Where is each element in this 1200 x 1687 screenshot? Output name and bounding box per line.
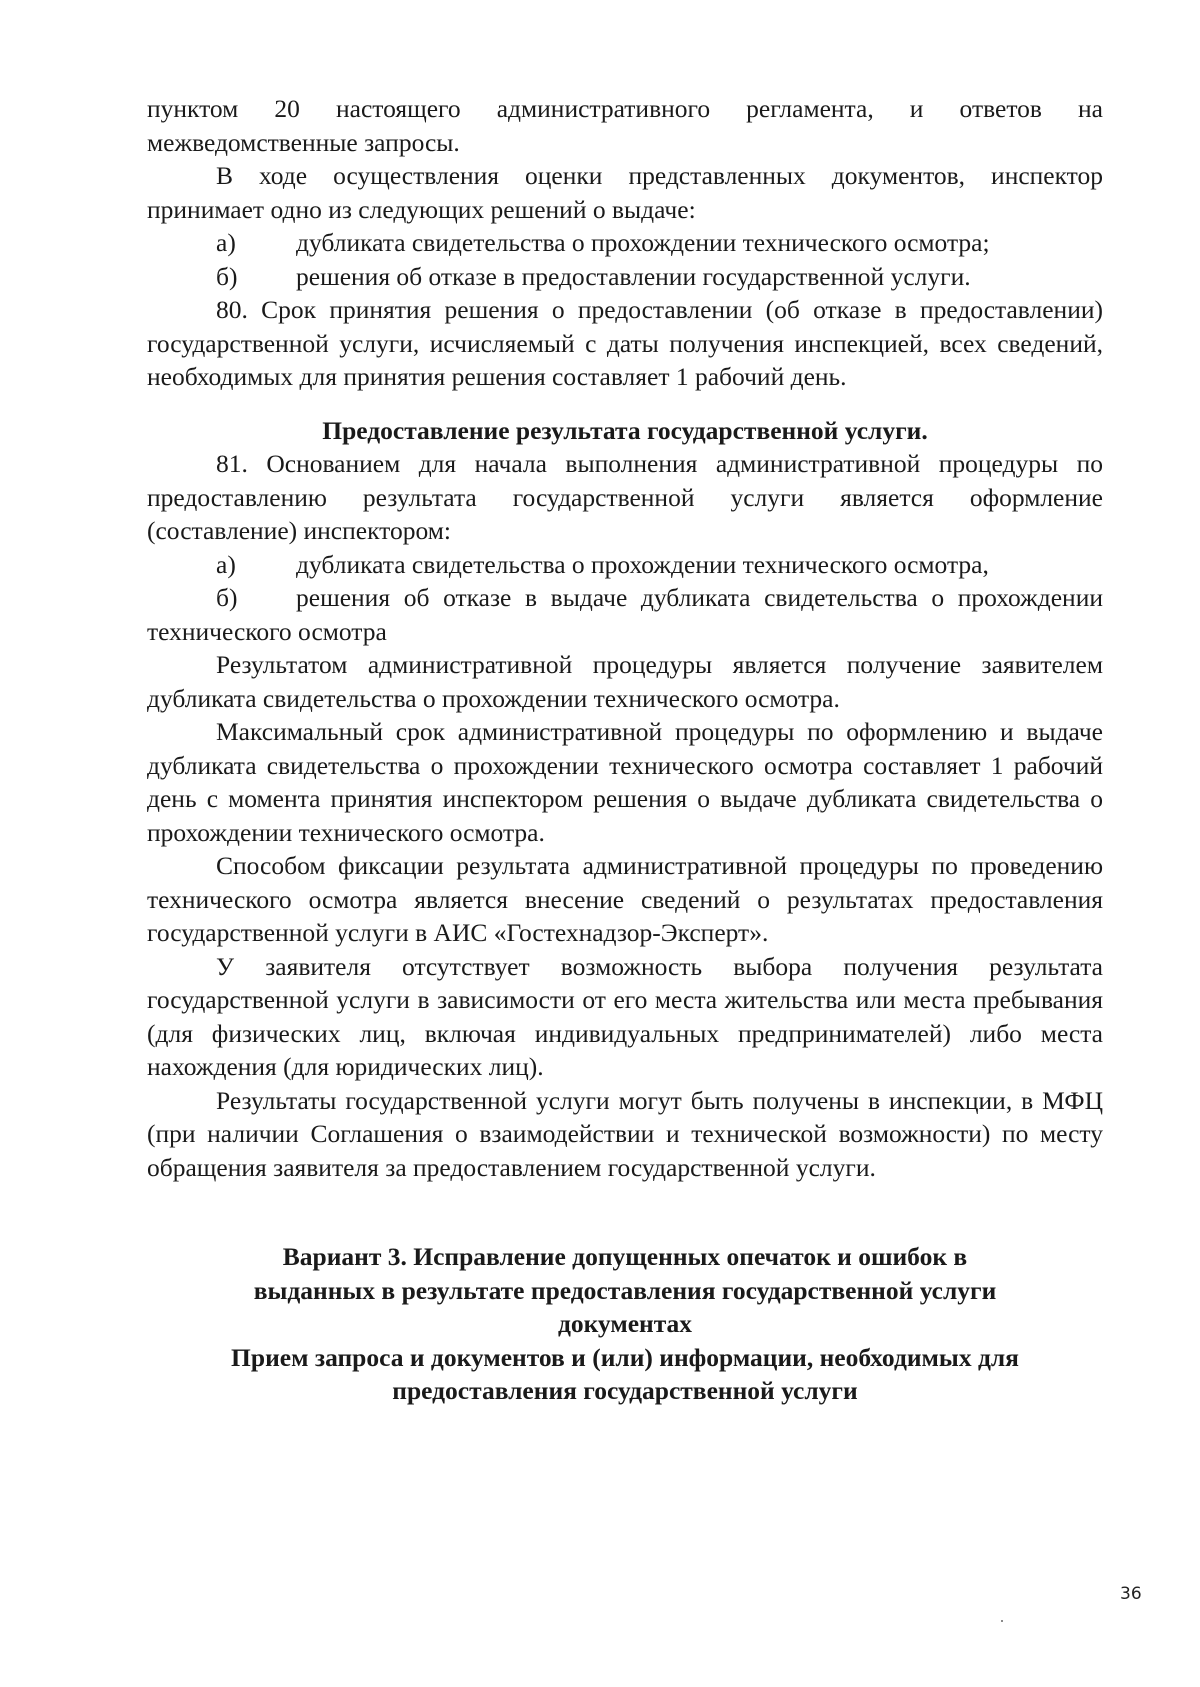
scan-speck [1001,1620,1003,1622]
paragraph-80: 80. Срок принятия решения о предоставлении (об отказе в предоставлении) государственной услуги, исчисляемый с даты получения инспекцией, всех сведений, необходимых для принятия решения составляет 1 рабочий день. [147,295,1103,391]
heading-line: выданных в результате предоставления государственной услуги [253,1275,997,1305]
page-number: 36 [1120,1584,1142,1604]
heading-line: предоставления государственной услуги [392,1376,858,1405]
list-item [147,548,1103,582]
document-page [147,92,1103,1408]
section-heading-variant-3 [147,1240,1103,1341]
section-heading-result: Предоставление результата государственной услуги. [322,415,928,445]
paragraph-max-term: Максимальный срок административной процедуры по оформлению и выдаче дубликата свидетельства о прохождении технического осмотра составляет 1 рабочий день с момента принятия инспектором решения о выдаче дубликата свидетельства о прохождении технического осмотра. [147,717,1103,847]
list-marker: а) [216,228,236,257]
paragraph-continuation: пунктом 20 настоящего административного регламента, и ответов на межведомственные запросы. [147,94,1103,157]
paragraph-81: 81. Основанием для начала выполнения административной процедуры по предоставлению результата государственной услуги является оформление (составление) инспектором: [147,449,1103,545]
list-text: дубликата свидетельства о прохождении технического осмотра, [296,549,989,579]
paragraph-result: Результатом административной процедуры является получение заявителем дубликата свидетельства о прохождении технического осмотра. [147,650,1103,713]
list-text: дубликата свидетельства о прохождении технического осмотра; [296,228,990,257]
list-marker: б) [216,583,238,612]
list-item [147,260,1103,294]
heading-line: документах [557,1309,693,1338]
list-marker: б) [216,261,238,291]
heading-line: Вариант 3. Исправление допущенных опечаток и ошибок в [282,1242,968,1271]
list-item [147,581,1103,648]
paragraph-fixation: Способом фиксации результата административной процедуры по проведению технического осмотра является внесение сведений о результатах предоставления государственной услуги в АИС «Гостехнадзор-Эксперт». [147,851,1103,947]
list-item [147,226,1103,260]
paragraph-choice: У заявителя отсутствует возможность выбора получения результата государственной услуги в зависимости от его места жительства или места пребывания (для физических лиц, включая индивидуальных предпринимателей) либо места нахождения (для юридических лиц). [147,951,1103,1081]
paragraph-evaluation: В ходе осуществления оценки представленных документов, инспектор принимает одно из следующих решений о выдаче: [147,161,1103,224]
list-text: решения об отказе в выдаче дубликата свидетельства о прохождении технического осмотра [147,583,1103,646]
paragraph-mfc: Результаты государственной услуги могут быть получены в инспекции, в МФЦ (при наличии Соглашения о взаимодействии и технической возможности) по месту обращения заявителя за предоставлением государственной услуги. [147,1085,1103,1182]
section-heading-request [147,1341,1103,1408]
list-marker: а) [216,549,236,579]
list-text: решения об отказе в предоставлении государственной услуги. [296,261,971,291]
heading-line: Прием запроса и документов и (или) информации, необходимых для [231,1342,1019,1372]
